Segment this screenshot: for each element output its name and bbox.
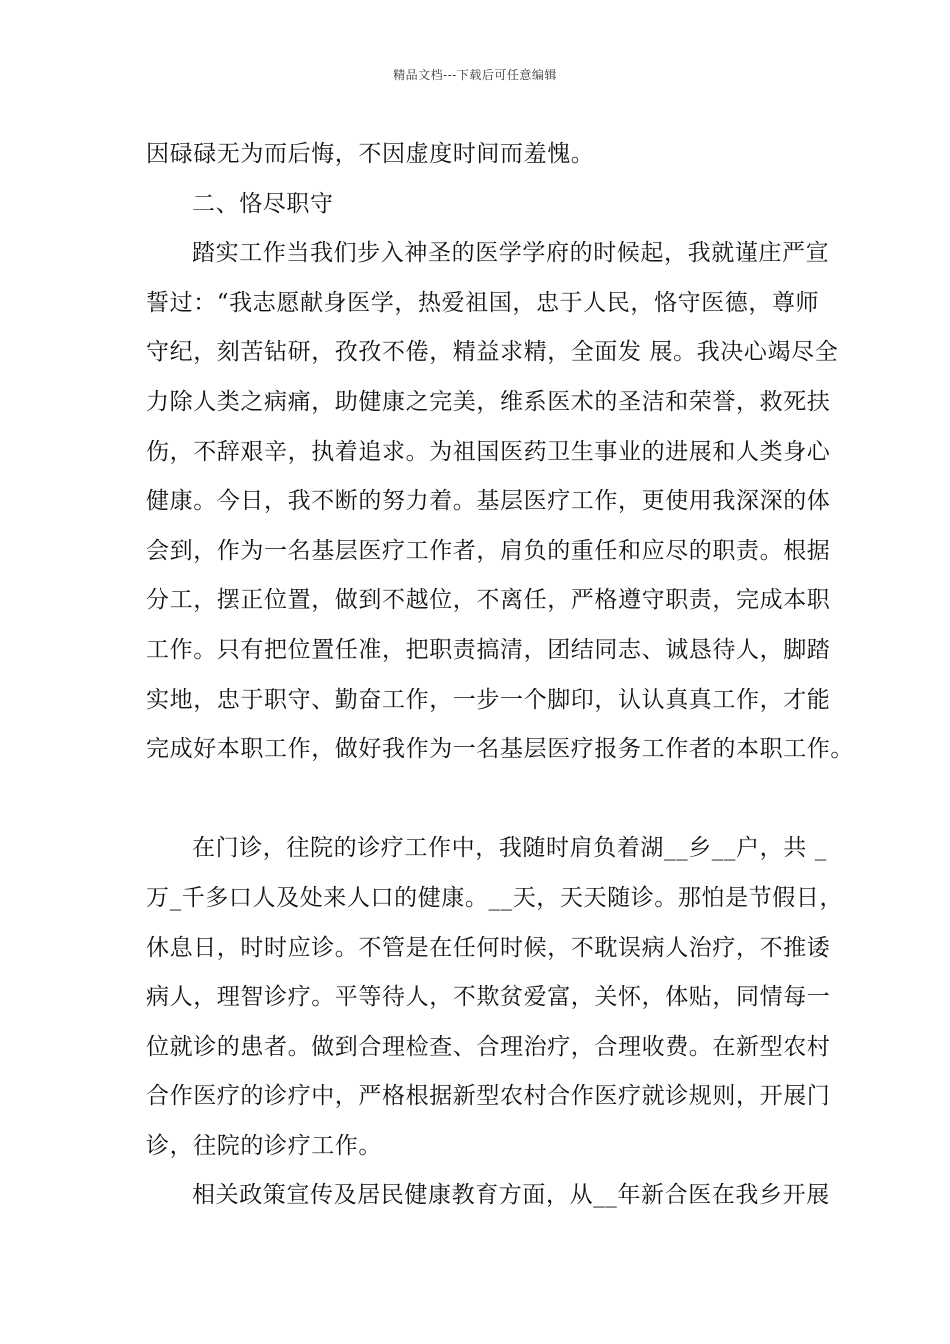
text-line: 病人，理智诊疗。平等待人，不欺贫爱富，关怀，体贴，同情每一 — [146, 984, 831, 1011]
text-line: 工作。只有把位置任准，把职责搞清，团结同志、诚恳待人，脚踏 — [146, 636, 831, 663]
section-heading: 二、恪尽职守 — [192, 190, 334, 217]
text-line: 因碌碌无为而后悔，不因虚度时间而羞愧。 — [146, 141, 595, 167]
text-line: 合作医疗的诊疗中，严格根据新型农村合作医疗就诊规则，开展门 — [146, 1083, 831, 1110]
text-line: 踏实工作当我们步入神圣的医学学府的时候起，我就谨庄严宣 — [192, 240, 830, 267]
text-line: 完成好本职工作，做好我作为一名基层医疗报务工作者的本职工作。 — [146, 736, 854, 763]
text-line: 守纪，刻苦钻研，孜孜不倦，精益求精，全面发 展。我决心竭尽全 — [146, 339, 839, 366]
text-line: 力除人类之病痛，助健康之完美，维系医术的圣洁和荣誉，救死扶 — [146, 388, 831, 415]
text-line: 休息日，时时应诊。不管是在任何时候，不耽误病人治疗，不推诿 — [146, 934, 831, 961]
text-line: 实地，忠于职守、勤奋工作，一步一个脚印，认认真真工作，才能 — [146, 686, 831, 713]
text-line: 万_千多口人及处来人口的健康。__天，天天随诊。那怕是节假日， — [146, 884, 844, 911]
paragraph-gap — [146, 775, 816, 825]
text-line: 誓过：“我志愿献身医学，热爱祖国，忠于人民，恪守医德，尊师 — [146, 289, 820, 316]
text-line: 诊，往院的诊疗工作。 — [146, 1132, 382, 1159]
text-line: 在门诊，往院的诊疗工作中，我随时肩负着湖__乡__户，共 _ — [192, 835, 827, 862]
text-line: 伤，不辞艰辛，执着追求。为祖国医药卫生事业的进展和人类身心 — [146, 438, 831, 465]
document-body — [146, 130, 854, 1221]
text-line: 会到，作为一名基层医疗工作者，肩负的重任和应尽的职责。根据 — [146, 537, 831, 564]
text-line: 相关政策宣传及居民健康教育方面，从__年新合医在我乡开展 — [192, 1182, 830, 1209]
page-header: 精品文档---下载后可任意编辑 — [393, 68, 557, 82]
text-line: 位就诊的患者。做到合理检查、合理治疗，合理收费。在新型农村 — [146, 1033, 831, 1060]
text-line: 分工，摆正位置，做到不越位，不离任，严格遵守职责，完成本职 — [146, 587, 831, 614]
text-line: 健康。今日，我不断的努力着。基层医疗工作，更使用我深深的体 — [146, 488, 831, 515]
